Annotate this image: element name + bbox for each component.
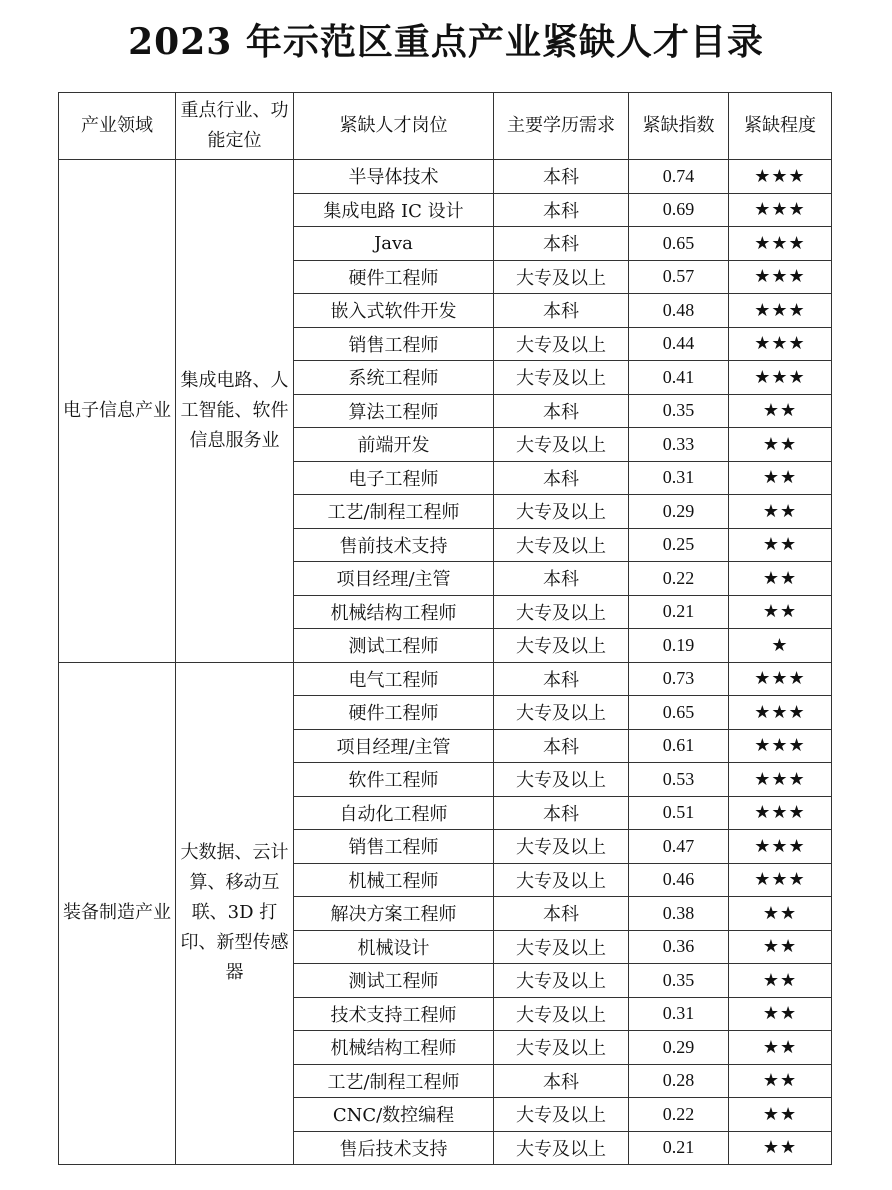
table-row [59,160,832,194]
education-cell: 大专及以上 [494,1031,629,1065]
level-stars-cell: ★★★ [729,327,832,361]
position-cell: 系统工程师 [294,361,494,395]
header-education: 主要学历需求 [494,93,629,160]
position-cell: 前端开发 [294,428,494,462]
index-cell: 0.65 [629,227,729,261]
position-cell: 技术支持工程师 [294,997,494,1031]
level-stars-cell: ★★ [729,528,832,562]
index-cell: 0.21 [629,1131,729,1165]
education-cell: 大专及以上 [494,495,629,529]
index-cell: 0.38 [629,897,729,931]
position-cell: 半导体技术 [294,160,494,194]
education-cell: 大专及以上 [494,595,629,629]
level-stars-cell: ★★★ [729,361,832,395]
level-stars-cell: ★★★ [729,796,832,830]
education-cell: 本科 [494,160,629,194]
level-stars-cell: ★★★ [729,160,832,194]
level-stars-cell: ★★★ [729,830,832,864]
level-stars-cell: ★★ [729,930,832,964]
index-cell: 0.35 [629,964,729,998]
header-industry: 重点行业、功能定位 [176,93,294,160]
education-cell: 本科 [494,394,629,428]
position-cell: 机械设计 [294,930,494,964]
level-stars-cell: ★★ [729,595,832,629]
level-stars-cell: ★★ [729,964,832,998]
table-row [59,662,832,696]
level-stars-cell: ★★★ [729,729,832,763]
education-cell: 大专及以上 [494,930,629,964]
domain-cell: 电子信息产业 [59,160,176,663]
index-cell: 0.53 [629,763,729,797]
level-stars-cell: ★★★ [729,863,832,897]
index-cell: 0.48 [629,294,729,328]
index-cell: 0.19 [629,629,729,663]
level-stars-cell: ★★★ [729,662,832,696]
index-cell: 0.36 [629,930,729,964]
domain-cell: 装备制造产业 [59,662,176,1165]
education-cell: 大专及以上 [494,863,629,897]
education-cell: 本科 [494,1064,629,1098]
position-cell: 硬件工程师 [294,260,494,294]
education-cell: 本科 [494,897,629,931]
level-stars-cell: ★★ [729,997,832,1031]
level-stars-cell: ★★★ [729,260,832,294]
index-cell: 0.41 [629,361,729,395]
level-stars-cell: ★★ [729,1098,832,1132]
position-cell: 硬件工程师 [294,696,494,730]
index-cell: 0.65 [629,696,729,730]
header-row [59,93,832,160]
index-cell: 0.57 [629,260,729,294]
index-cell: 0.44 [629,327,729,361]
position-cell: 售后技术支持 [294,1131,494,1165]
header-domain: 产业领域 [59,93,176,160]
education-cell: 大专及以上 [494,528,629,562]
level-stars-cell: ★★ [729,495,832,529]
position-cell: 集成电路 IC 设计 [294,193,494,227]
industry-cell: 集成电路、人工智能、软件信息服务业 [176,160,294,663]
position-cell: 售前技术支持 [294,528,494,562]
table-body [59,160,832,1165]
position-cell: 软件工程师 [294,763,494,797]
level-stars-cell: ★★★ [729,294,832,328]
education-cell: 大专及以上 [494,327,629,361]
index-cell: 0.35 [629,394,729,428]
education-cell: 大专及以上 [494,763,629,797]
level-stars-cell: ★ [729,629,832,663]
index-cell: 0.22 [629,562,729,596]
index-cell: 0.73 [629,662,729,696]
index-cell: 0.21 [629,595,729,629]
level-stars-cell: ★★ [729,562,832,596]
position-cell: 销售工程师 [294,830,494,864]
position-cell: 测试工程师 [294,629,494,663]
index-cell: 0.46 [629,863,729,897]
header-level: 紧缺程度 [729,93,832,160]
education-cell: 本科 [494,796,629,830]
position-cell: 机械工程师 [294,863,494,897]
education-cell: 大专及以上 [494,260,629,294]
education-cell: 大专及以上 [494,361,629,395]
education-cell: 本科 [494,729,629,763]
education-cell: 大专及以上 [494,997,629,1031]
position-cell: 销售工程师 [294,327,494,361]
position-cell: 工艺/制程工程师 [294,1064,494,1098]
position-cell: 项目经理/主管 [294,729,494,763]
education-cell: 本科 [494,461,629,495]
document-title: 2023 年示范区重点产业紧缺人才目录 [128,21,764,63]
position-cell: CNC/数控编程 [294,1098,494,1132]
education-cell: 本科 [494,193,629,227]
education-cell: 本科 [494,562,629,596]
talent-table [58,92,832,1165]
education-cell: 大专及以上 [494,428,629,462]
level-stars-cell: ★★★ [729,227,832,261]
level-stars-cell: ★★★ [729,763,832,797]
index-cell: 0.33 [629,428,729,462]
index-cell: 0.29 [629,1031,729,1065]
index-cell: 0.25 [629,528,729,562]
education-cell: 大专及以上 [494,1098,629,1132]
level-stars-cell: ★★ [729,394,832,428]
position-cell: 工艺/制程工程师 [294,495,494,529]
level-stars-cell: ★★ [729,428,832,462]
index-cell: 0.74 [629,160,729,194]
level-stars-cell: ★★ [729,897,832,931]
education-cell: 大专及以上 [494,964,629,998]
position-cell: 机械结构工程师 [294,595,494,629]
education-cell: 大专及以上 [494,830,629,864]
index-cell: 0.29 [629,495,729,529]
level-stars-cell: ★★★ [729,193,832,227]
index-cell: 0.31 [629,997,729,1031]
education-cell: 本科 [494,294,629,328]
index-cell: 0.51 [629,796,729,830]
header-position: 紧缺人才岗位 [294,93,494,160]
industry-cell: 大数据、云计算、移动互联、3D 打印、新型传感器 [176,662,294,1165]
header-index: 紧缺指数 [629,93,729,160]
position-cell: 电气工程师 [294,662,494,696]
position-cell: 电子工程师 [294,461,494,495]
education-cell: 大专及以上 [494,629,629,663]
level-stars-cell: ★★ [729,1031,832,1065]
education-cell: 大专及以上 [494,1131,629,1165]
education-cell: 大专及以上 [494,696,629,730]
level-stars-cell: ★★ [729,1064,832,1098]
education-cell: 本科 [494,227,629,261]
index-cell: 0.22 [629,1098,729,1132]
index-cell: 0.31 [629,461,729,495]
index-cell: 0.69 [629,193,729,227]
index-cell: 0.47 [629,830,729,864]
position-cell: 自动化工程师 [294,796,494,830]
level-stars-cell: ★★ [729,461,832,495]
position-cell: 机械结构工程师 [294,1031,494,1065]
index-cell: 0.61 [629,729,729,763]
position-cell: 项目经理/主管 [294,562,494,596]
index-cell: 0.28 [629,1064,729,1098]
level-stars-cell: ★★★ [729,696,832,730]
education-cell: 本科 [494,662,629,696]
level-stars-cell: ★★ [729,1131,832,1165]
position-cell: 解决方案工程师 [294,897,494,931]
position-cell: 嵌入式软件开发 [294,294,494,328]
position-cell: Java [294,227,494,261]
position-cell: 算法工程师 [294,394,494,428]
position-cell: 测试工程师 [294,964,494,998]
